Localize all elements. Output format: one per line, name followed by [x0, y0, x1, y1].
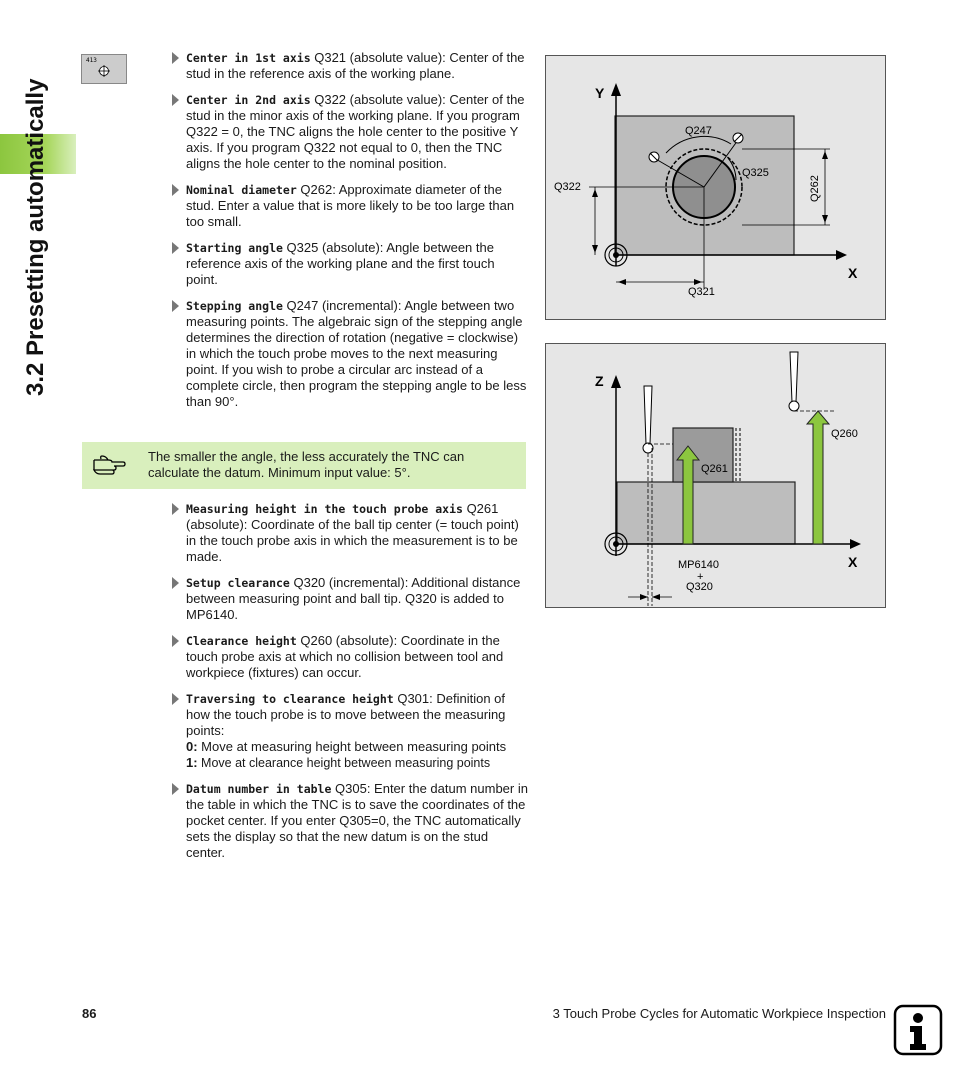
figure-top-view — [545, 55, 886, 320]
page-number: 86 — [82, 1006, 97, 1021]
chapter-title: 3 Touch Probe Cycles for Automatic Workpiece Inspection — [552, 1006, 886, 1021]
arrow-icon — [172, 184, 179, 196]
note-text: The smaller the angle, the less accurately the TNC can calculate the datum. Minimum input value: 5°. — [148, 449, 465, 480]
arrow-icon — [172, 577, 179, 589]
arrow-icon — [172, 94, 179, 106]
pointing-hand-icon — [92, 452, 126, 476]
label-q320: Q320 — [686, 581, 713, 593]
cycle-number: 413 — [86, 57, 97, 64]
cycle-icon — [81, 54, 127, 84]
arrow-icon — [172, 52, 179, 64]
sidebar-title-text: 3.2 Presetting automatically — [22, 78, 49, 396]
arrow-icon — [172, 693, 179, 705]
label-q262: Q262 — [809, 175, 821, 202]
param-q325: Starting angle Q325 (absolute): Angle between the reference axis of the working plane and the first touch point. — [172, 240, 528, 288]
side-view-diagram — [546, 344, 885, 607]
arrow-icon — [172, 783, 179, 795]
arrow-icon — [172, 635, 179, 647]
arrow-icon — [172, 300, 179, 312]
label-q261: Q261 — [701, 463, 728, 475]
param-q260: Clearance height Q260 (absolute): Coordinate in the touch probe axis at which no collision between tool and workpiece (fixtures) can occur. — [172, 633, 528, 681]
param-q321: Center in 1st axis Q321 (absolute value): Center of the stud in the reference axis of the working plane. — [172, 50, 528, 82]
param-q320: Setup clearance Q320 (incremental): Additional distance between measuring point and ball tip. Q320 is added to MP6140. — [172, 575, 528, 623]
info-icon — [893, 1004, 943, 1056]
label-q247: Q247 — [685, 125, 712, 137]
param-q305: Datum number in table Q305: Enter the datum number in the table in which the TNC is to save the coordinates of the pocket center. If you enter Q305=0, the TNC automatically sets the display so that the new datum is on the stud center. — [172, 781, 528, 861]
top-view-diagram — [546, 56, 885, 319]
label-q321: Q321 — [688, 286, 715, 298]
note-box — [82, 442, 526, 489]
param-q262: Nominal diameter Q262: Approximate diameter of the stud. Enter a value that is more likely to be too large than too small. — [172, 182, 528, 230]
params-bottom — [172, 501, 528, 861]
param-q261: Measuring height in the touch probe axis Q261 (absolute): Coordinate of the ball tip center (= touch point) in the touch probe axis in which the measurement is to be made. — [172, 501, 528, 565]
x-axis-label: X — [848, 554, 858, 570]
label-q325: Q325 — [742, 167, 769, 179]
z-axis-label: Z — [595, 373, 604, 389]
param-q247: Stepping angle Q247 (incremental): Angle between two measuring points. The algebraic sign of the stepping angle determines the direction of rotation (negative = clockwise) in which the touch probe moves to the next measuring point. If you wish to probe a circular arc instead of a complete circle, then program the stepping angle to be less than 90°. — [172, 298, 528, 410]
label-q322: Q322 — [554, 181, 581, 193]
figure-side-view — [545, 343, 886, 608]
arrow-icon — [172, 503, 179, 515]
y-axis-label: Y — [595, 85, 605, 101]
arrow-icon — [172, 242, 179, 254]
label-mp6140: MP6140 — [678, 559, 719, 571]
param-q301: Traversing to clearance height Q301: Definition of how the touch probe is to move between the measuring points: 0: Move at measuring height between measuring points 1: Move at clearance height between measuring points — [172, 691, 528, 771]
label-q260: Q260 — [831, 428, 858, 440]
crosshair-icon — [98, 65, 110, 77]
param-q322: Center in 2nd axis Q322 (absolute value): Center of the stud in the minor axis of the working plane. If you program Q322 = 0, the TNC aligns the hole center to the positive Y axis. If you program Q322 not equal to 0, then the TNC aligns the hole center to the nominal position. — [172, 92, 528, 172]
label-plus: + — [697, 571, 704, 583]
x-axis-label: X — [848, 265, 858, 281]
params-top — [172, 50, 528, 410]
